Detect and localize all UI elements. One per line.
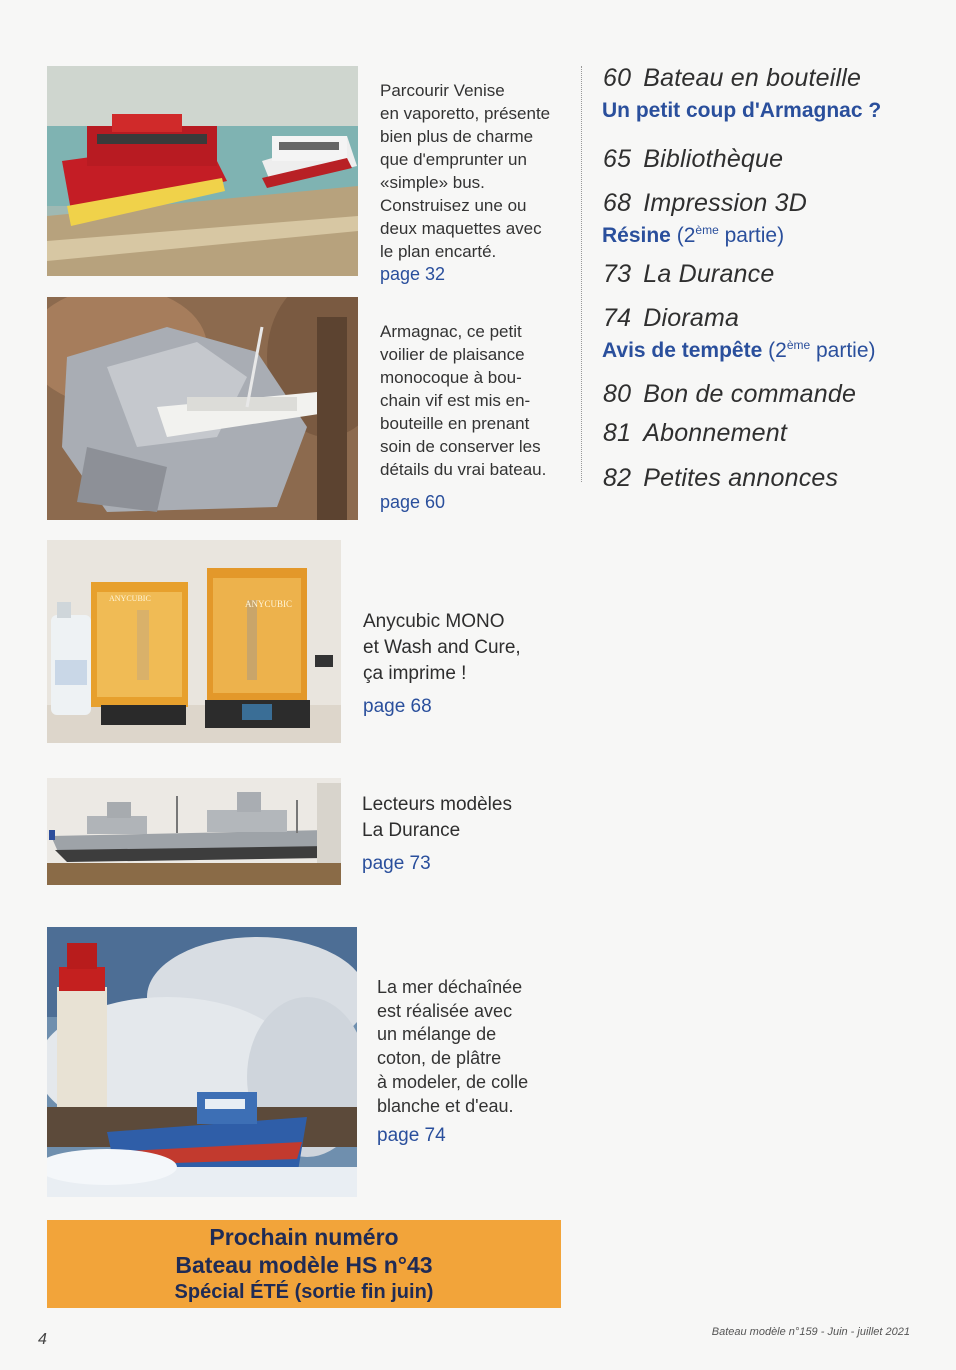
caption-vaporetto: [380, 79, 550, 263]
toc-subtitle-sup: ème: [695, 223, 719, 237]
toc-title: Diorama: [643, 304, 740, 332]
toc-entry-60[interactable]: [603, 64, 861, 93]
photo-la-durance-model: [47, 778, 341, 885]
toc-subtitle-sup: ème: [786, 338, 811, 352]
caption-line: bouteille en prenant: [380, 414, 530, 433]
toc-title: Petites annonces: [643, 464, 839, 492]
toc-subtitle-bold: Avis de tempête: [602, 339, 763, 362]
photo-vaporetto-models: [47, 66, 358, 276]
caption-line: La Durance: [362, 820, 461, 841]
caption-line: La mer déchaînée: [377, 977, 523, 997]
column-divider: [581, 66, 582, 482]
toc-subtitle-bold: Résine: [602, 224, 671, 247]
issue-footer: Bateau modèle n°159 - Juin - juillet 2021: [711, 1326, 910, 1338]
toc-subtitle-74: [602, 338, 876, 363]
toc-number: 74: [603, 304, 632, 332]
toc-title: Bibliothèque: [643, 145, 784, 173]
caption-line: est réalisée avec: [377, 1000, 513, 1021]
caption-line: Lecteurs modèles: [362, 794, 512, 815]
toc-subtitle-68: [602, 223, 784, 248]
toc-number: 65: [603, 145, 632, 173]
caption-la-durance: [362, 792, 512, 844]
page-number: 4: [38, 1331, 47, 1348]
page-link-73[interactable]: page 73: [362, 853, 431, 874]
caption-line: chain vif est mis en-: [380, 391, 531, 410]
caption-line: bien plus de charme: [380, 127, 534, 146]
toc-entry-73[interactable]: [603, 260, 774, 289]
printer-label-2: ANYCUBIC: [245, 599, 293, 609]
caption-line: Construisez une ou: [380, 196, 527, 215]
toc-entry-81[interactable]: [603, 419, 787, 448]
caption-line: un mélange de: [377, 1024, 497, 1045]
page-link-74[interactable]: page 74: [377, 1125, 446, 1146]
toc-subtitle-after: partie): [810, 339, 876, 362]
caption-line: deux maquettes avec: [380, 219, 542, 238]
caption-line: coton, de plâtre: [377, 1048, 502, 1069]
caption-line: que d'emprunter un: [380, 150, 527, 169]
caption-line: le plan encarté.: [380, 242, 497, 261]
caption-line: et Wash and Cure,: [363, 637, 521, 658]
banner-heading: Prochain numéro: [209, 1224, 399, 1250]
page-link-32[interactable]: page 32: [380, 264, 446, 284]
toc-title: Bateau en bouteille: [643, 64, 862, 92]
caption-line: en vaporetto, présente: [380, 104, 551, 123]
toc-number: 68: [603, 189, 632, 217]
caption-line: monocoque à bou-: [380, 368, 522, 387]
toc-number: 81: [603, 419, 632, 447]
caption-line: blanche et d'eau.: [377, 1095, 514, 1116]
page-link-68[interactable]: page 68: [363, 696, 432, 717]
banner-issue-title: Bateau modèle HS n°43: [175, 1252, 433, 1278]
toc-entry-65[interactable]: [603, 145, 783, 174]
toc-subtitle-plain: (2: [768, 339, 787, 362]
photo-anycubic-printers: [47, 540, 341, 743]
caption-line: voilier de plaisance: [380, 345, 525, 364]
toc-entry-82[interactable]: [603, 464, 838, 493]
banner-release-note: Spécial ÉTÉ (sortie fin juin): [174, 1281, 434, 1303]
photo-bottle-boat: [47, 297, 358, 520]
toc-subtitle-plain: (2: [676, 224, 696, 247]
toc-title: Bon de commande: [643, 380, 857, 408]
toc-entry-74[interactable]: [603, 304, 739, 333]
caption-line: Parcourir Venise: [380, 81, 505, 100]
toc-title: Abonnement: [643, 419, 787, 447]
toc-number: 82: [603, 464, 632, 492]
toc-subtitle-60: [602, 99, 881, 123]
toc-subtitle-after: partie): [718, 224, 785, 247]
printer-label-1: ANYCUBIC: [109, 594, 151, 603]
next-issue-banner: [47, 1220, 561, 1308]
caption-line: Anycubic MONO: [363, 611, 505, 632]
toc-number: 73: [603, 260, 632, 288]
toc-entry-80[interactable]: [603, 380, 856, 409]
caption-line: «simple» bus.: [380, 173, 485, 192]
toc-entry-68[interactable]: [603, 189, 807, 218]
caption-line: soin de conserver les: [380, 437, 541, 456]
caption-line: détails du vrai bateau.: [380, 460, 547, 479]
photo-diorama: [47, 927, 357, 1197]
caption-line: Armagnac, ce petit: [380, 322, 522, 341]
caption-diorama: [377, 976, 528, 1118]
caption-line: à modeler, de colle: [377, 1071, 529, 1092]
page-link-60[interactable]: page 60: [380, 492, 446, 512]
caption-anycubic: [363, 609, 521, 687]
toc-number: 60: [603, 64, 632, 92]
caption-bottle-boat: [380, 320, 546, 481]
toc-title: Impression 3D: [643, 189, 807, 217]
caption-line: ça imprime !: [363, 663, 467, 684]
toc-number: 80: [603, 380, 632, 408]
toc-subtitle-bold: Un petit coup d'Armagnac ?: [602, 99, 882, 122]
toc-title: La Durance: [643, 260, 775, 288]
